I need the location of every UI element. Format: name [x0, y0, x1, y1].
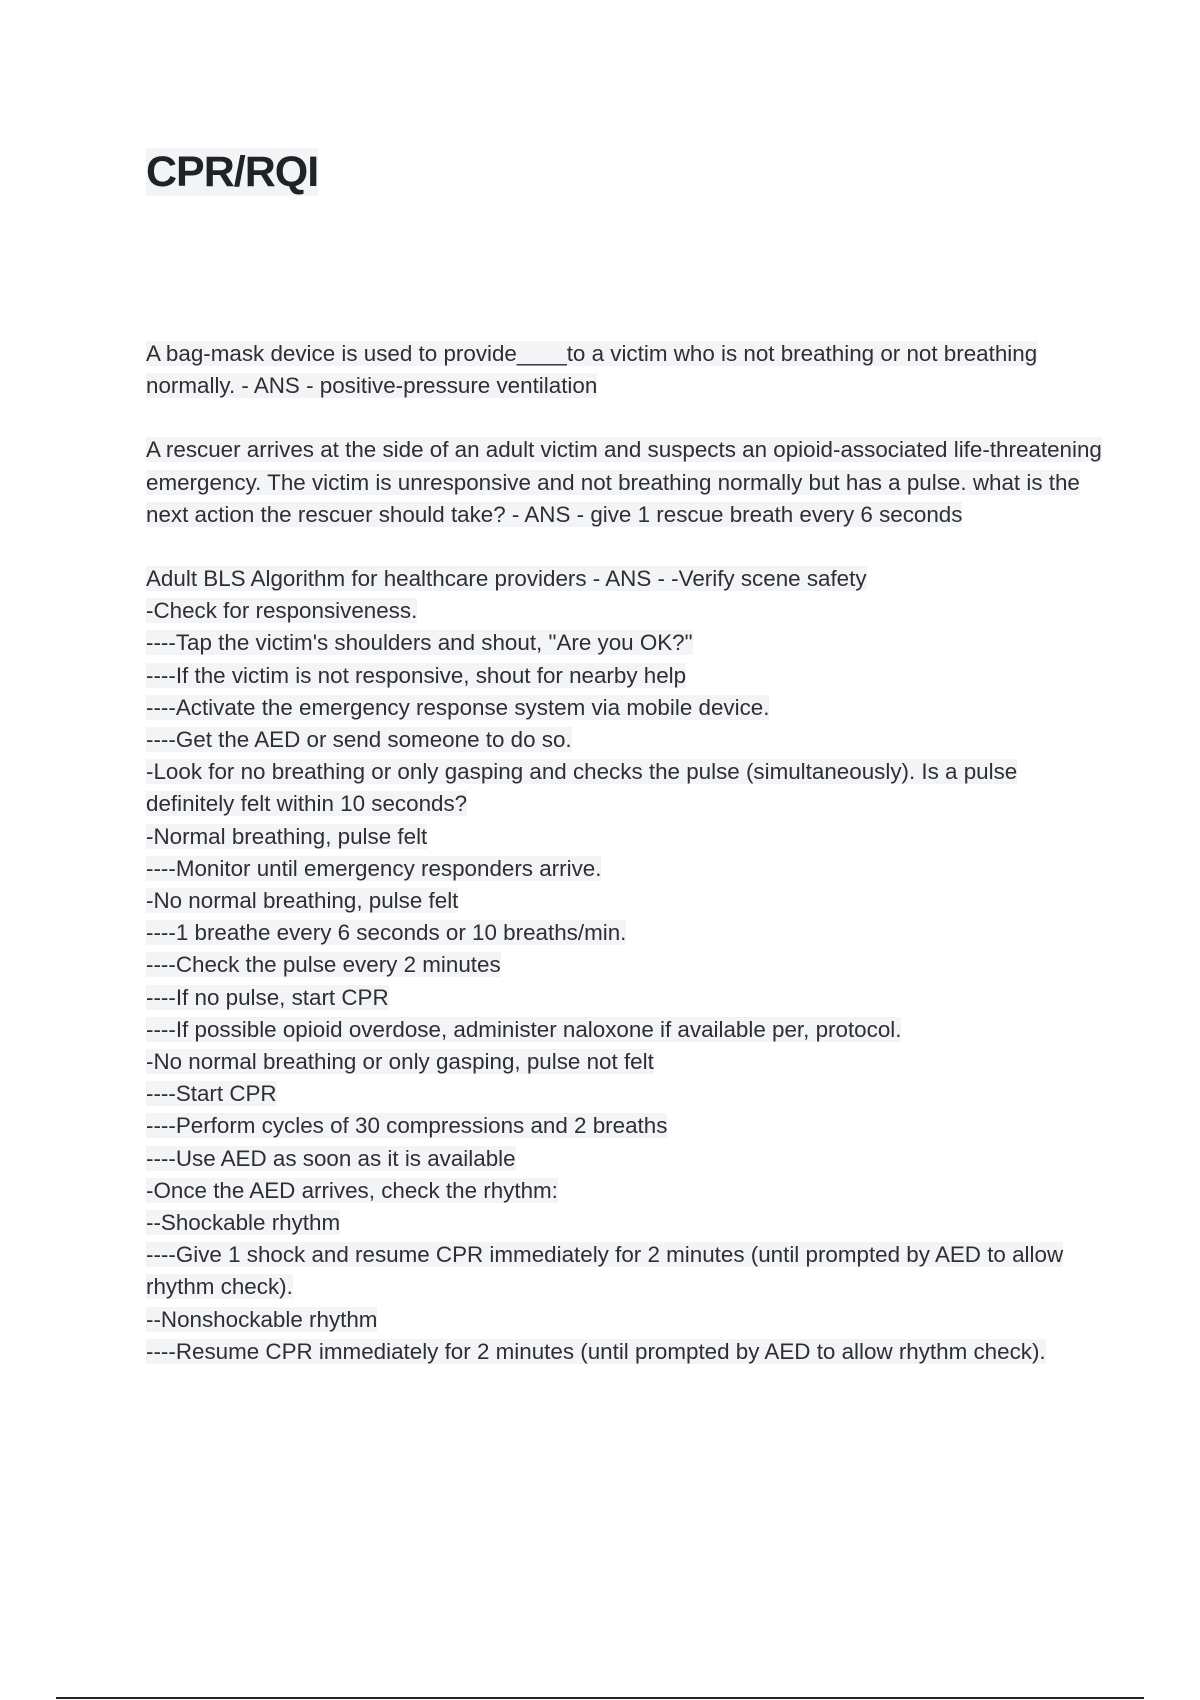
qa-item-bag-mask	[146, 338, 1106, 402]
algorithm-line-text: -Normal breathing, pulse felt	[146, 823, 428, 849]
algorithm-line-text: ----Give 1 shock and resume CPR immediately for 2 minutes (until prompted by AED to allow rhythm check).	[146, 1242, 1064, 1300]
algorithm-line-text: --Nonshockable rhythm	[146, 1306, 378, 1332]
algorithm-line-text: ----1 breathe every 6 seconds or 10 breaths/min.	[146, 920, 627, 946]
algorithm-line-text: -Look for no breathing or only gasping and checks the pulse (simultaneously). Is a pulse definitely felt within 10 seconds?	[146, 759, 1018, 817]
algorithm-line	[146, 756, 1106, 820]
algorithm-line	[146, 692, 1106, 724]
algorithm-line	[146, 982, 1106, 1014]
algorithm-line-text: -No normal breathing, pulse felt	[146, 888, 459, 914]
algorithm-line	[146, 885, 1106, 917]
algorithm-line-text: -No normal breathing or only gasping, pulse not felt	[146, 1049, 654, 1075]
page-title	[146, 146, 318, 198]
algorithm-line-text: --Shockable rhythm	[146, 1210, 341, 1236]
algorithm-line-text: ----If no pulse, start CPR	[146, 984, 389, 1010]
algorithm-line-text: ----Check the pulse every 2 minutes	[146, 952, 501, 978]
algorithm-line	[146, 1207, 1106, 1239]
algorithm-line-text: ----Monitor until emergency responders arrive.	[146, 855, 602, 881]
algorithm-line	[146, 949, 1106, 981]
footer-divider	[56, 1697, 1144, 1699]
algorithm-line	[146, 1014, 1106, 1046]
algorithm-line-text: ----Start CPR	[146, 1081, 277, 1107]
algorithm-line	[146, 724, 1106, 756]
algorithm-line	[146, 1304, 1106, 1336]
algorithm-line	[146, 853, 1106, 885]
algorithm-line-text: -Once the AED arrives, check the rhythm:	[146, 1177, 558, 1203]
algorithm-line-text: ----Perform cycles of 30 compressions and 2 breaths	[146, 1113, 668, 1139]
page-title-text: CPR/RQI	[146, 148, 319, 196]
algorithm-line-text: ----Use AED as soon as it is available	[146, 1145, 516, 1171]
algorithm-line	[146, 1143, 1106, 1175]
algorithm-line	[146, 660, 1106, 692]
algorithm-line-text: ----Resume CPR immediately for 2 minutes (until prompted by AED to allow rhythm check).	[146, 1338, 1046, 1364]
algorithm-line	[146, 595, 1106, 627]
qa-item-opioid-emergency	[146, 434, 1106, 531]
algorithm-heading-line	[146, 563, 1106, 595]
algorithm-line	[146, 1239, 1106, 1303]
algorithm-line-text: ----If possible opioid overdose, administer naloxone if available per, protocol.	[146, 1016, 902, 1042]
bls-algorithm-block	[146, 563, 1106, 1368]
qa-text: A rescuer arrives at the side of an adult victim and suspects an opioid-associated life-threatening emergency. The victim is unresponsive and not breathing normally but has a pulse. what is the next action the rescuer should take? - ANS - give 1 rescue breath every 6 seconds	[146, 437, 1102, 527]
algorithm-line	[146, 917, 1106, 949]
algorithm-line-text: ----If the victim is not responsive, shout for nearby help	[146, 662, 687, 688]
algorithm-line	[146, 1336, 1106, 1368]
algorithm-line-text: ----Get the AED or send someone to do so.	[146, 727, 572, 753]
algorithm-line-text: ----Activate the emergency response system via mobile device.	[146, 694, 770, 720]
qa-text: A bag-mask device is used to provide____to a victim who is not breathing or not breathing normally. - ANS - positive-pressure ventilation	[146, 341, 1038, 399]
algorithm-line	[146, 1110, 1106, 1142]
algorithm-line-text: -Check for responsiveness.	[146, 598, 418, 624]
algorithm-line	[146, 1078, 1106, 1110]
algorithm-line	[146, 1046, 1106, 1078]
algorithm-line	[146, 627, 1106, 659]
algorithm-line	[146, 1175, 1106, 1207]
algorithm-line-text: ----Tap the victim's shoulders and shout, "Are you OK?"	[146, 630, 693, 656]
algorithm-line	[146, 821, 1106, 853]
algorithm-line-text: Adult BLS Algorithm for healthcare providers - ANS - -Verify scene safety	[146, 566, 867, 592]
document-body	[146, 338, 1106, 1368]
